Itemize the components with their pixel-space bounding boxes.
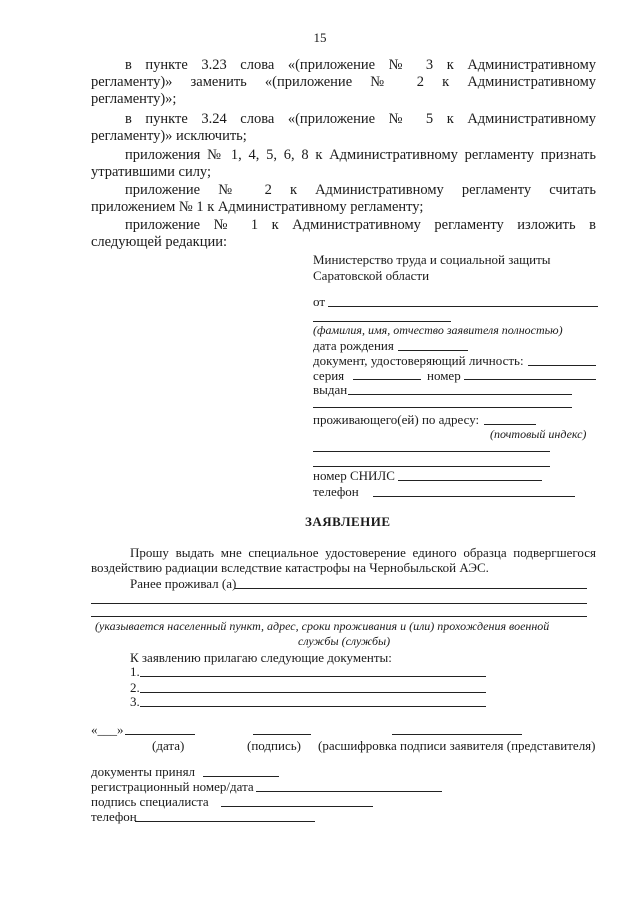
attachment-1-field[interactable] — [140, 676, 486, 677]
signature-decode-field[interactable] — [392, 734, 522, 735]
from-field-line-2[interactable] — [313, 321, 451, 322]
signature-caption: (подпись) — [247, 738, 301, 753]
amendment-4-line-2: приложением № 1 к Административному регламенту; — [91, 199, 424, 215]
postal-index-hint: (почтовый индекс) — [490, 427, 587, 441]
from-label: от — [313, 294, 326, 309]
addressee-ministry-line-2: Саратовской области — [313, 268, 430, 283]
issued-field[interactable] — [348, 394, 572, 395]
lived-field-line-2[interactable] — [91, 603, 587, 604]
attachment-3-label: 3. — [130, 694, 140, 709]
addressee-ministry-line-1: Министерство труда и социальной защиты — [313, 252, 551, 267]
phone-label: телефон — [313, 484, 359, 499]
lived-hint-line-1: (указывается населенный пункт, адрес, сроки проживания и (или) прохождения военной — [95, 619, 550, 633]
issued-label: выдан — [313, 382, 348, 397]
attachment-2-label: 2. — [130, 680, 140, 695]
amendment-1-line-3: регламенту)»; — [91, 91, 177, 107]
birth-date-label: дата рождения — [313, 338, 394, 353]
amendment-3-line-1: приложения № 1, 4, 5, 6, 8 к Административному регламенту признать — [125, 147, 596, 163]
accepted-label: документы принял — [91, 764, 196, 779]
postal-index-field[interactable] — [484, 424, 536, 425]
signature-decode-caption: (расшифровка подписи заявителя (представителя) — [318, 738, 596, 753]
attachment-3-field[interactable] — [140, 706, 486, 707]
amendment-2-line-2: регламенту)» исключить; — [91, 128, 247, 144]
request-line-1: Прошу выдать мне специальное удостоверение единого образца подвергшегося — [130, 545, 596, 560]
address-label: проживающего(ей) по адресу: — [313, 412, 480, 427]
amendment-3-line-2: утратившими силу; — [91, 164, 212, 180]
attachment-2-field[interactable] — [140, 692, 486, 693]
address-field-line-1[interactable] — [313, 451, 550, 452]
birth-date-field[interactable] — [398, 350, 468, 351]
lived-hint-line-2: службы (службы) — [298, 634, 391, 648]
amendment-2-line-1: в пункте 3.24 слова «(приложение № 5 к Административному — [125, 111, 596, 127]
signature-field[interactable] — [253, 734, 311, 735]
amendment-5-line-2: следующей редакции: — [91, 234, 228, 250]
lived-field-line-1[interactable] — [235, 588, 587, 589]
registration-label: регистрационный номер/дата — [91, 779, 254, 794]
attachment-1-label: 1. — [130, 664, 140, 679]
date-caption: (дата) — [152, 738, 185, 753]
statement-title: ЗАЯВЛЕНИЕ — [305, 514, 391, 529]
snils-field[interactable] — [398, 480, 542, 481]
specialist-sign-label: подпись специалиста — [91, 794, 209, 809]
amendment-1-line-2: регламенту)» заменить «(приложение № 2 к Административному — [91, 74, 596, 90]
registration-field[interactable] — [256, 791, 442, 792]
office-phone-field[interactable] — [135, 821, 315, 822]
lived-field-line-3[interactable] — [91, 616, 587, 617]
from-field[interactable] — [328, 306, 598, 307]
series-label: серия — [313, 368, 345, 383]
phone-field[interactable] — [373, 496, 575, 497]
date-quote: «___» — [91, 722, 124, 737]
address-field-line-2[interactable] — [313, 466, 550, 467]
office-phone-label: телефон — [91, 809, 137, 824]
attachments-label: К заявлению прилагаю следующие документы: — [130, 650, 392, 665]
series-field[interactable] — [353, 379, 421, 380]
number-field[interactable] — [464, 379, 596, 380]
amendment-4-line-1: приложение № 2 к Административному регламенту считать — [125, 182, 596, 198]
id-document-label: документ, удостоверяющий личность: — [313, 353, 524, 368]
fio-hint: (фамилия, имя, отчество заявителя полностью) — [313, 323, 563, 337]
id-document-field[interactable] — [528, 365, 596, 366]
lived-label: Ранее проживал (а) — [130, 576, 237, 591]
specialist-sign-field[interactable] — [221, 806, 373, 807]
accepted-field[interactable] — [203, 776, 279, 777]
page-number: 15 — [313, 30, 327, 45]
issued-field-line-2[interactable] — [313, 407, 572, 408]
number-label: номер — [427, 368, 461, 383]
amendment-1-line-1: в пункте 3.23 слова «(приложение № 3 к Административному — [125, 57, 596, 73]
request-line-2: воздействию радиации вследствие катастрофы на Чернобыльской АЭС. — [91, 560, 489, 575]
date-field[interactable] — [125, 734, 195, 735]
amendment-5-line-1: приложение № 1 к Административному регламенту изложить в — [125, 217, 596, 233]
snils-label: номер СНИЛС — [313, 468, 395, 483]
